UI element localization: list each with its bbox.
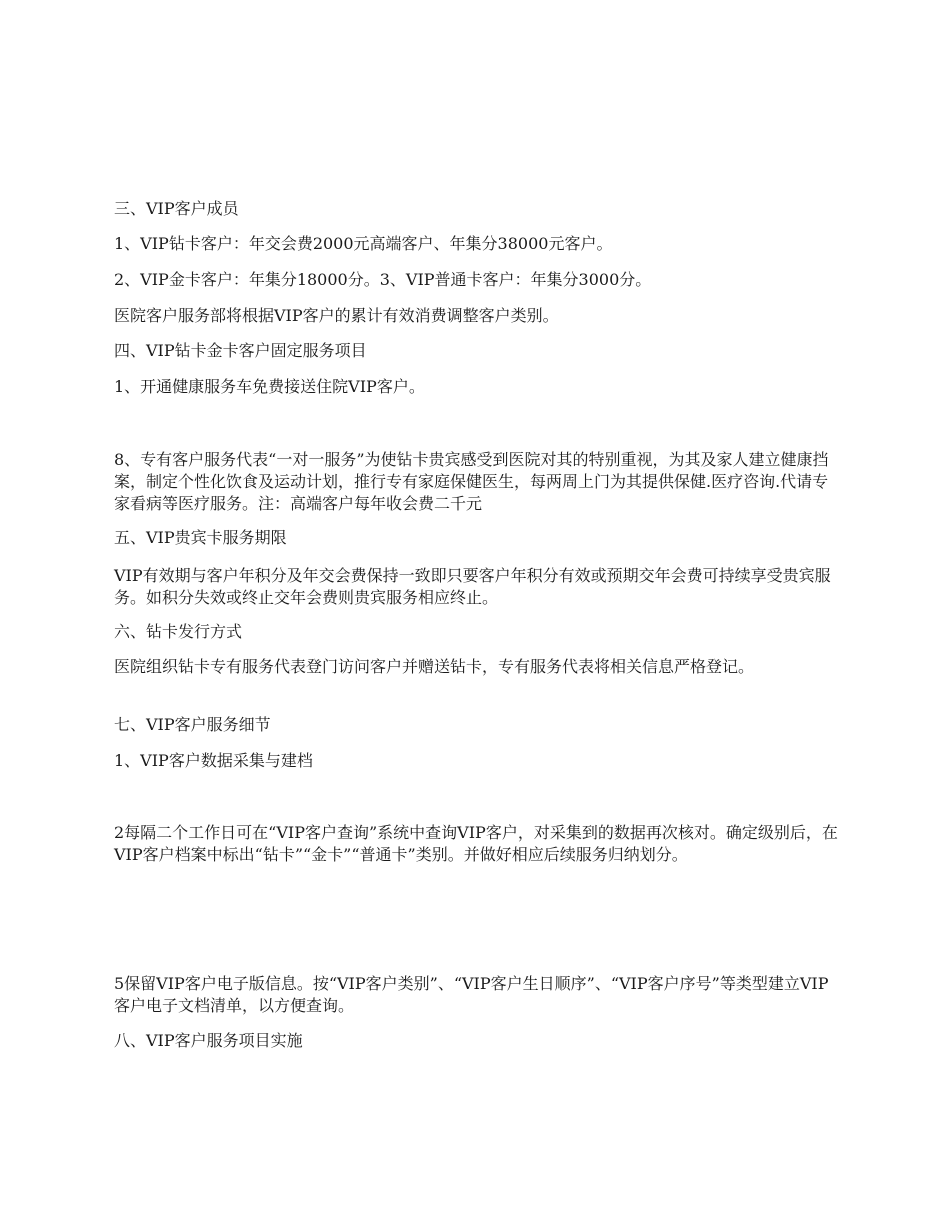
section-heading-8: 八、VIP客户服务项目实施 xyxy=(114,1031,303,1050)
section-heading-5: 五、VIP贵宾卡服务期限 xyxy=(114,528,287,547)
paragraph: 医院组织钻卡专有服务代表登门访问客户并赠送钻卡，专有服务代表将相关信息严格登记。 xyxy=(114,657,755,676)
section-heading-4: 四、VIP钻卡金卡客户固定服务项目 xyxy=(114,341,367,360)
paragraph: 8、专有客户服务代表“一对一服务”为使钻卡贵宾感受到医院对其的特别重视，为其及家人建立健康挡案，制定个性化饮食及运动计划，推行专有家庭保健医生，每两周上门为其提供保健.医疗咨询.代请专家看病等医疗服务。注：高端客户每年收会费二千元 xyxy=(114,450,829,513)
paragraph: 1、开通健康服务车免费接送住院VIP客户。 xyxy=(114,377,425,396)
section-heading-6: 六、钻卡发行方式 xyxy=(114,622,243,641)
paragraph: 2每隔二个工作日可在“VIP客户查询”系统中查询VIP客户，对采集到的数据再次核对。确定级别后，在VIP客户档案中标出“钻卡”“金卡”“普通卡”类别。并做好相应后续服务归纳划分。 xyxy=(114,823,838,864)
paragraph: 医院客户服务部将根据VIP客户的累计有效消费调整客户类别。 xyxy=(114,306,559,325)
section-heading-7: 七、VIP客户服务细节 xyxy=(114,715,271,734)
paragraph: 5保留VIP客户电子版信息。按“VIP客户类别”、“VIP客户生日顺序”、“VIP客户序号”等类型建立VIP客户电子文档清单，以方便查询。 xyxy=(114,974,829,1015)
paragraph: 1、VIP钻卡客户：年交会费2000元高端客户、年集分38000元客户。 xyxy=(114,234,613,253)
paragraph: 1、VIP客户数据采集与建档 xyxy=(114,751,313,770)
paragraph: VIP有效期与客户年积分及年交会费保持一致即只要客户年积分有效或预期交年会费可持续享受贵宾服务。如积分失效或终止交年会费则贵宾服务相应终止。 xyxy=(114,566,831,607)
section-heading-3: 三、VIP客户成员 xyxy=(114,199,239,218)
paragraph: 2、VIP金卡客户：年集分18000分。3、VIP普通卡客户：年集分3000分。 xyxy=(114,270,652,289)
